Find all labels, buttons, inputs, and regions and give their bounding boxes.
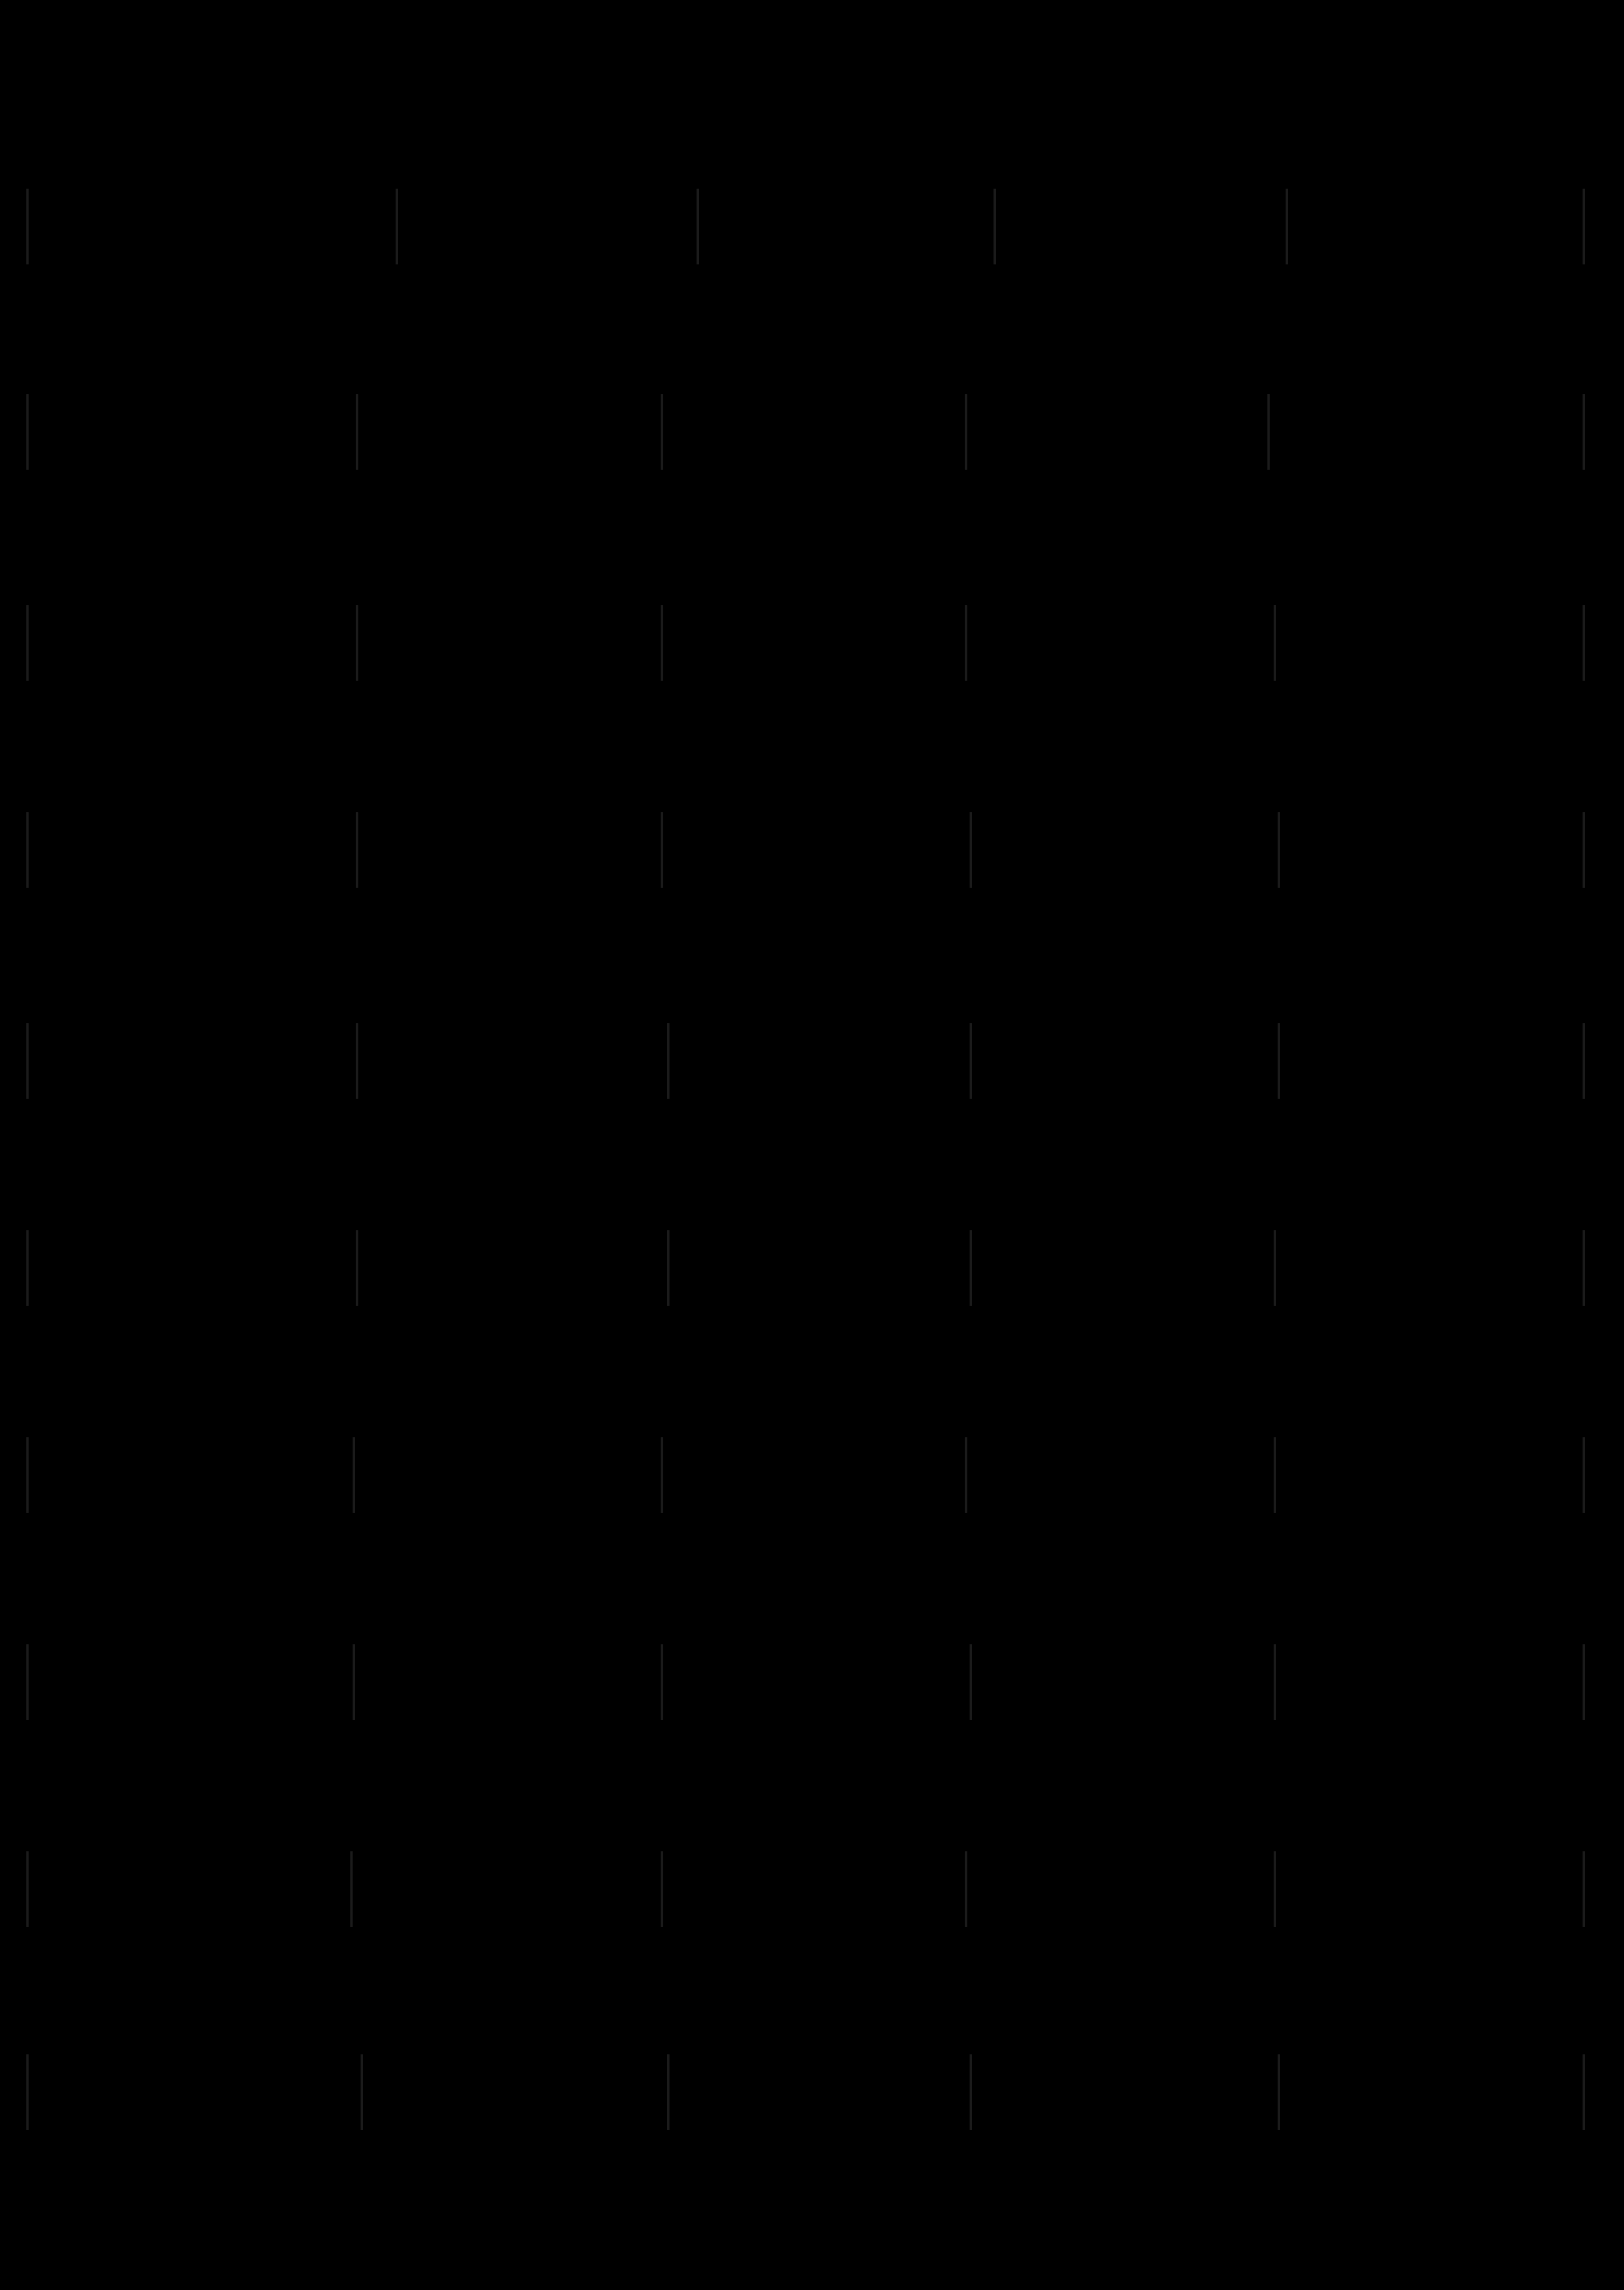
grid-tick	[1583, 1644, 1585, 1720]
grid-tick	[350, 1851, 353, 1927]
grid-tick	[26, 189, 29, 264]
grid-tick	[1583, 1437, 1585, 1513]
grid-tick	[356, 812, 358, 888]
grid-tick	[356, 605, 358, 681]
grid-tick	[26, 1644, 29, 1720]
grid-tick	[965, 605, 967, 681]
grid-tick	[1274, 1437, 1276, 1513]
grid-tick	[965, 394, 967, 470]
grid-tick	[970, 2054, 972, 2130]
grid-tick	[667, 2054, 670, 2130]
grid-tick	[1278, 1023, 1280, 1099]
grid-tick	[667, 1230, 670, 1306]
grid-tick	[1583, 394, 1585, 470]
grid-tick	[994, 189, 996, 264]
grid-tick	[26, 2054, 29, 2130]
grid-tick	[965, 1851, 967, 1927]
grid-tick	[661, 1851, 663, 1927]
grid-tick	[356, 1023, 358, 1099]
grid-tick	[1267, 394, 1270, 470]
grid-tick	[661, 1644, 663, 1720]
grid-tick	[697, 189, 699, 264]
grid-tick	[356, 1230, 358, 1306]
grid-tick	[26, 605, 29, 681]
grid-tick	[353, 1437, 355, 1513]
grid-tick	[970, 812, 972, 888]
grid-tick	[661, 812, 663, 888]
grid-tick	[970, 1644, 972, 1720]
grid-tick	[1583, 1851, 1585, 1927]
grid-tick	[667, 1023, 670, 1099]
grid-tick	[26, 1023, 29, 1099]
grid-tick	[356, 394, 358, 470]
grid-tick	[1583, 1023, 1585, 1099]
grid-tick	[661, 1437, 663, 1513]
grid-tick	[661, 394, 663, 470]
grid-tick	[361, 2054, 363, 2130]
grid-tick	[353, 1644, 355, 1720]
grid-tick	[1274, 1851, 1276, 1927]
grid-tick	[1278, 2054, 1280, 2130]
grid-tick	[26, 1851, 29, 1927]
grid-tick	[1278, 812, 1280, 888]
grid-tick	[1583, 189, 1585, 264]
grid-tick	[1274, 1644, 1276, 1720]
grid-tick	[26, 812, 29, 888]
grid-tick	[1274, 605, 1276, 681]
grid-tick	[1286, 189, 1288, 264]
grid-tick	[970, 1023, 972, 1099]
grid-tick	[661, 605, 663, 681]
grid-tick	[1274, 1230, 1276, 1306]
grid-tick	[965, 1437, 967, 1513]
grid-tick	[970, 1230, 972, 1306]
grid-tick	[26, 394, 29, 470]
grid-tick	[1583, 2054, 1585, 2130]
grid-tick	[1583, 605, 1585, 681]
grid-tick	[396, 189, 398, 264]
grid-tick	[1583, 812, 1585, 888]
grid-tick	[26, 1230, 29, 1306]
grid-tick	[1583, 1230, 1585, 1306]
grid-tick	[26, 1437, 29, 1513]
